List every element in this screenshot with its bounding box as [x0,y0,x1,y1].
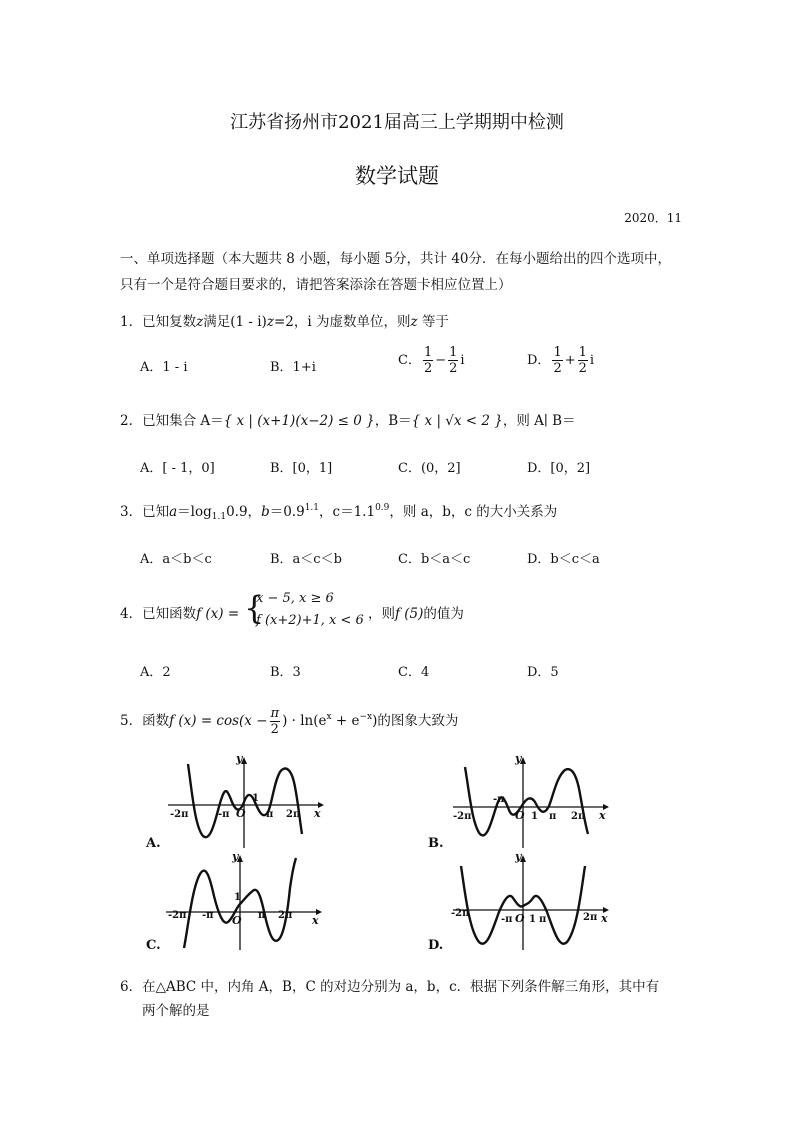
graph-option-a[interactable] [140,752,330,852]
graph-option-d[interactable] [425,848,615,953]
graph-c-x-label: x [312,914,319,927]
graph-option-c[interactable] [140,848,330,953]
question-6-line-2: 两个解的是 [142,1003,210,1019]
question-2-stem: 2．已知集合 A＝{ x | (x+1)(x−2) ≤ 0 }，B＝{ x | √x < 2 }，则 A∣ B＝ [120,413,576,429]
graph-d-x-label: x [601,912,608,925]
graph-a-origin: O [236,807,246,820]
graph-d-tick-negpi: -π [501,914,513,925]
graph-b-tick-neg2pi: -2π [453,811,472,822]
graph-b-y-label: y [515,752,522,765]
question-4-option-a[interactable]: A．2 [140,665,171,680]
piecewise-case-1: x − 5, x ≥ 6 [256,591,334,606]
question-4-stem: 4．已知函数f (x) = [120,606,240,622]
graph-b-tick-2pi: 2π [571,811,586,822]
question-1-option-b[interactable]: B．1+i [270,360,316,375]
graph-a-x-label: x [314,807,321,820]
question-2-option-c[interactable]: C．(0，2] [398,461,461,476]
piecewise-brace: { [244,589,265,627]
question-6-stem [120,975,659,1023]
graph-a-tick-neg2pi: -2π [170,809,189,820]
graph-c-y-label: y [232,850,239,863]
question-5-stem: 5．函数f (x) = cos(x − $\frac{\pi}{2}$ ) · $\ln(e^x + e^{-x})$的图象大致为 [120,706,459,737]
question-3-option-a[interactable]: A．a＜b＜c [140,552,212,567]
section-line-1: 一、单项选择题（本大题共 8 小题，每小题 5分，共计 40分．在每小题给出的四个选项中， [120,251,672,267]
graph-c-tick-neg2pi: -2π [168,910,187,921]
graph-a-label: A. [146,836,161,851]
section-intro [120,246,671,298]
question-6-line-1: 6．在△ABC 中，内角 A，B，C 的对边分别为 a，b，c．根据下列条件解三角形，其中有 [120,979,660,995]
question-3-stem: 3．已知$a=\log_{1.1}0.9$，$b=0.9^{1.1}$，$c=1.1^{0.9}$，则 a，b，c 的大小关系为 [120,503,558,522]
graph-a-tick-one: 1 [252,793,259,804]
graph-a-tick-negpi: -π [218,809,230,820]
question-4-option-d[interactable]: D．5 [527,665,559,680]
question-3-option-d[interactable]: D．b＜c＜a [527,552,600,567]
question-1-option-a[interactable]: A．1 - i [140,360,188,375]
graph-b-x-label: x [599,809,606,822]
question-2-option-d[interactable]: D．[0，2] [527,461,591,476]
question-4-option-c[interactable]: C．4 [398,665,430,680]
graph-b-origin: O [515,809,525,822]
question-3-option-c[interactable]: C．b＜a＜c [398,552,471,567]
question-1-option-d[interactable]: D． $\frac{1}{2}$ + $\frac{1}{2}$ i [527,345,595,376]
graph-d-tick-neg2pi: -2π [451,908,470,919]
question-4-option-b[interactable]: B．3 [270,665,301,680]
graph-d-tick-pi: π [539,914,547,925]
graph-c-tick-one: 1 [234,892,241,903]
graph-d-origin: O [515,912,525,925]
question-4-stem-tail: ，则f (5)的值为 [368,606,464,622]
graph-c-tick-negpi: -π [202,910,214,921]
graph-b-tick-negpi: -π [493,794,505,805]
graph-d-tick-2pi: 2π [583,912,598,923]
question-2-option-b[interactable]: B．[0，1] [270,461,333,476]
graph-c-tick-2pi: 2π [278,910,293,921]
graph-option-b[interactable] [425,752,615,852]
question-1-stem: 1．已知复数z满足(1 - i)z=2，i 为虚数单位，则z 等于 [120,314,449,330]
graph-d-label: D. [428,938,444,953]
graph-c-origin: O [232,914,242,927]
graph-c-tick-pi: π [258,910,266,921]
graph-a-y-label: y [236,752,243,765]
document-subtitle: 数学试题 [355,164,439,188]
graph-d-y-label: y [515,850,522,863]
graph-b-label: B. [428,836,444,851]
question-3-option-b[interactable]: B．a＜c＜b [270,552,342,567]
document-date: 2020．11 [624,211,682,225]
graph-a-tick-2pi: 2π [286,809,301,820]
document-title: 江苏省扬州市2021届高三上学期期中检测 [230,112,564,133]
graph-b-tick-one: 1 [531,811,538,822]
graph-b-tick-pi: π [549,811,557,822]
graph-c-label: C. [146,938,161,953]
piecewise-case-2: f (x+2)+1, x < 6 [256,613,364,628]
question-1-option-c[interactable]: C． $\frac{1}{2}$ − $\frac{1}{2}$ i [398,345,465,376]
graph-d-tick-one: 1 [529,914,536,925]
graph-a-tick-pi: π [266,809,274,820]
section-line-2: 只有一个是符合题目要求的，请把答案添涂在答题卡相应位置上） [120,277,512,293]
question-2-option-a[interactable]: A．[ - 1，0] [140,461,215,476]
